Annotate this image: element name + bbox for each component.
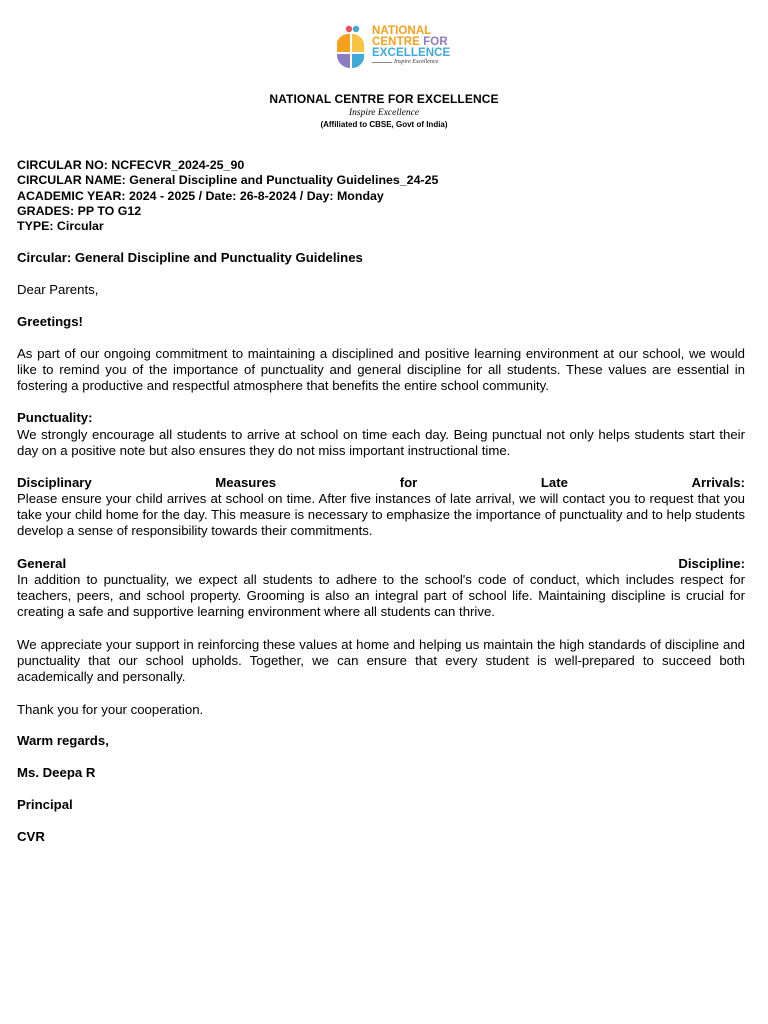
logo-line-1: NATIONAL xyxy=(372,25,432,37)
general-heading-word-1: General xyxy=(17,556,67,571)
punctuality-paragraph: We strongly encourage all students to arrive at school on time each day. Being punctual not only helps students start their day on a positive note but also ensures they do not miss important instructional time. xyxy=(17,427,745,458)
school-name: NATIONAL CENTRE FOR EXCELLENCE xyxy=(269,92,499,106)
punctuality-heading: Punctuality: xyxy=(17,410,93,425)
late-heading-word-5: Arrivals: xyxy=(691,475,745,490)
late-heading-word-1: Disciplinary xyxy=(17,475,92,490)
late-heading-word-2: Measures xyxy=(215,475,277,490)
school-logo xyxy=(297,0,481,80)
logo-line-2a: CENTRE xyxy=(372,36,424,48)
logo-tagline: Inspire Excellence xyxy=(394,59,439,65)
logo-divider xyxy=(372,62,392,63)
salutation: Dear Parents, xyxy=(17,282,99,297)
late-arrivals-heading xyxy=(17,475,745,491)
circular-number: CIRCULAR NO: NCFECVR_2024-25_90 xyxy=(17,158,245,172)
general-heading-word-2: Discipline: xyxy=(678,556,745,571)
greeting: Greetings! xyxy=(17,314,83,329)
school-affiliation: (Affiliated to CBSE, Govt of India) xyxy=(320,120,448,129)
logo-line-3: EXCELLENCE xyxy=(372,47,451,59)
signatory-designation: Principal xyxy=(17,797,73,812)
circular-meta xyxy=(17,158,745,234)
logo-line-2b: FOR xyxy=(423,36,448,48)
appreciation-paragraph: We appreciate your support in reinforcing these values at home and helping us maintain the high standards of discipline and punctuality that our school upholds. Together, we can ensure that every student is well-prepared to succeed both academically and personally. xyxy=(17,637,745,684)
grades: GRADES: PP TO G12 xyxy=(17,203,142,218)
logo-wordmark xyxy=(372,26,450,59)
thanks-line: Thank you for your cooperation. xyxy=(17,702,204,717)
intro-paragraph: As part of our ongoing commitment to maintaining a disciplined and positive learning environment at our school, we would like to remind you of the importance of punctuality and general discipline for all students. These values are essential in fostering a productive and respectful atmosphere that benefits the entire school community. xyxy=(17,346,745,393)
late-heading-word-4: Late xyxy=(540,475,568,490)
late-arrivals-paragraph: Please ensure your child arrives at school on time. After five instances of late arrival, we will contact you to request that you take your child home for the day. This measure is necessary to emphasize the importance of punctuality and to help students develop a sense of responsibility towards their commitments. xyxy=(17,491,745,538)
branch-code: CVR xyxy=(17,829,45,844)
late-heading-word-3: for xyxy=(399,475,418,490)
circular-name: CIRCULAR NAME: General Discipline and Punctuality Guidelines_24-25 xyxy=(17,173,439,188)
circular-type: TYPE: Circular xyxy=(17,219,104,234)
school-tagline: Inspire Excellence xyxy=(348,108,420,118)
general-discipline-paragraph: In addition to punctuality, we expect all students to adhere to the school's code of conduct, which includes respect for teachers, peers, and school property. Grooming is also an integral part of school life. Maintaining discipline is crucial for creating a safe and supportive learning environment where all students can thrive. xyxy=(17,572,745,619)
signatory-name: Ms. Deepa R xyxy=(17,765,96,780)
circular-title: Circular: General Discipline and Punctuality Guidelines xyxy=(17,250,363,265)
closing: Warm regards, xyxy=(17,733,109,748)
general-discipline-heading xyxy=(17,556,745,572)
academic-year: ACADEMIC YEAR: 2024 - 2025 / Date: 26-8-2024 / Day: Monday xyxy=(17,188,384,203)
